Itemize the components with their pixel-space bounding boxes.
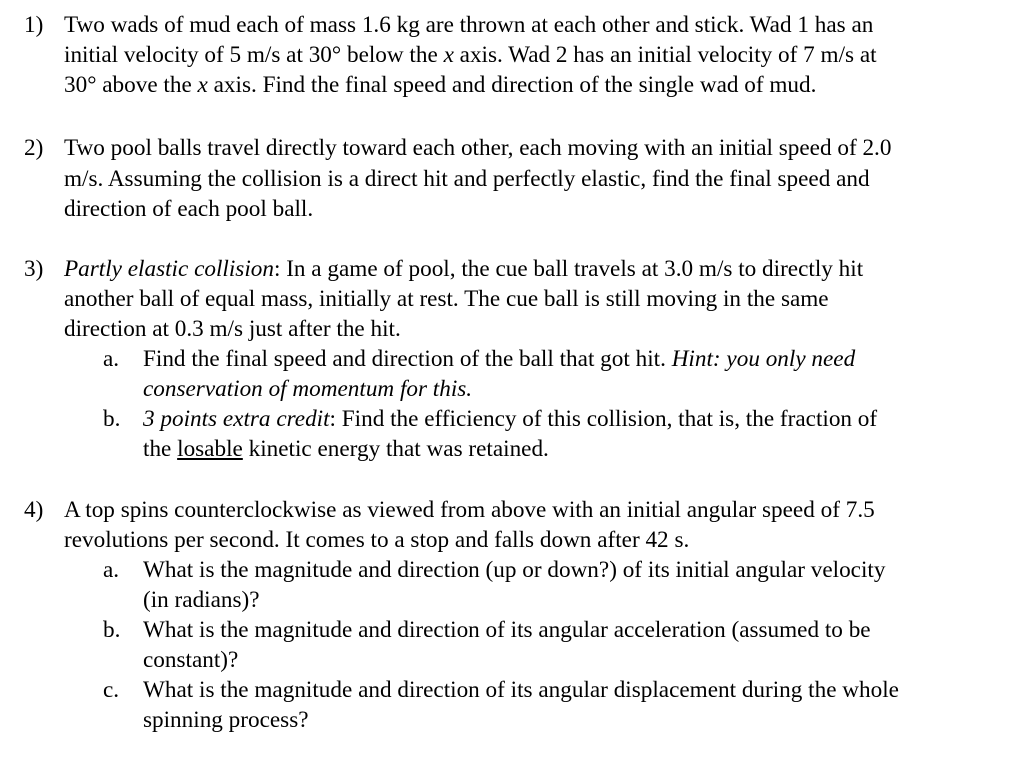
part-letter: a. (103, 346, 120, 372)
variable-x: x (443, 42, 454, 68)
problem-1-line-2: initial velocity of 5 m/s at 30° below the x axis. Wad 2 has an initial velocity of 7 m/s at (64, 42, 877, 68)
problem-4-line-2: revolutions per second. It comes to a stop and falls down after 42 s. (64, 527, 690, 553)
underlined-term: losable (177, 436, 243, 462)
problem-1-line-3: 30° above the x axis. Find the final speed and direction of the single wad of mud. (64, 72, 817, 98)
problem-4-line-1: A top spins counterclockwise as viewed from above with an initial angular speed of 7.5 (64, 497, 875, 523)
problem-2-line-2: m/s. Assuming the collision is a direct hit and perfectly elastic, find the final speed and (64, 166, 870, 192)
problem-number: 2) (24, 135, 44, 161)
problem-number: 3) (24, 256, 44, 282)
extra-credit-label: 3 points extra credit (143, 406, 330, 432)
problem-4a-line-2: (in radians)? (143, 587, 260, 613)
problem-number: 4) (24, 497, 44, 523)
problem-3b-line-2: the losable kinetic energy that was retained. (143, 436, 549, 462)
problem-4a-line-1: What is the magnitude and direction (up or down?) of its initial angular velocity (143, 557, 886, 583)
part-letter: b. (103, 406, 121, 432)
problem-2-line-1: Two pool balls travel directly toward each other, each moving with an initial speed of 2.0 (64, 135, 892, 161)
problem-3a-line-2: conservation of momentum for this. (143, 376, 473, 402)
problem-3-line-1: Partly elastic collision: In a game of pool, the cue ball travels at 3.0 m/s to directly hit (64, 256, 864, 282)
problem-1-line-1: Two wads of mud each of mass 1.6 kg are thrown at each other and stick. Wad 1 has an (64, 12, 874, 38)
problem-2-line-3: direction of each pool ball. (64, 196, 314, 222)
problem-3-line-3: direction at 0.3 m/s just after the hit. (64, 316, 401, 342)
part-letter: c. (103, 677, 120, 703)
problem-number: 1) (24, 12, 44, 38)
problem-4c-line-2: spinning process? (143, 707, 309, 733)
problem-4b-line-1: What is the magnitude and direction of its angular acceleration (assumed to be (143, 617, 871, 643)
part-letter: a. (103, 557, 120, 583)
variable-x: x (197, 72, 208, 98)
problem-3b-line-1: 3 points extra credit: Find the efficiency of this collision, that is, the fraction of (143, 406, 878, 432)
problem-4c-line-1: What is the magnitude and direction of its angular displacement during the whole (143, 677, 899, 703)
problem-4b-line-2: constant)? (143, 647, 239, 673)
part-letter: b. (103, 617, 121, 643)
hint-text: Hint: you only need (671, 346, 856, 372)
italic-term: Partly elastic collision (64, 256, 274, 282)
problem-3-line-2: another ball of equal mass, initially at rest. The cue ball is still moving in the same (64, 286, 829, 312)
problem-3a-line-1: Find the final speed and direction of the ball that got hit. Hint: you only need (143, 346, 856, 372)
